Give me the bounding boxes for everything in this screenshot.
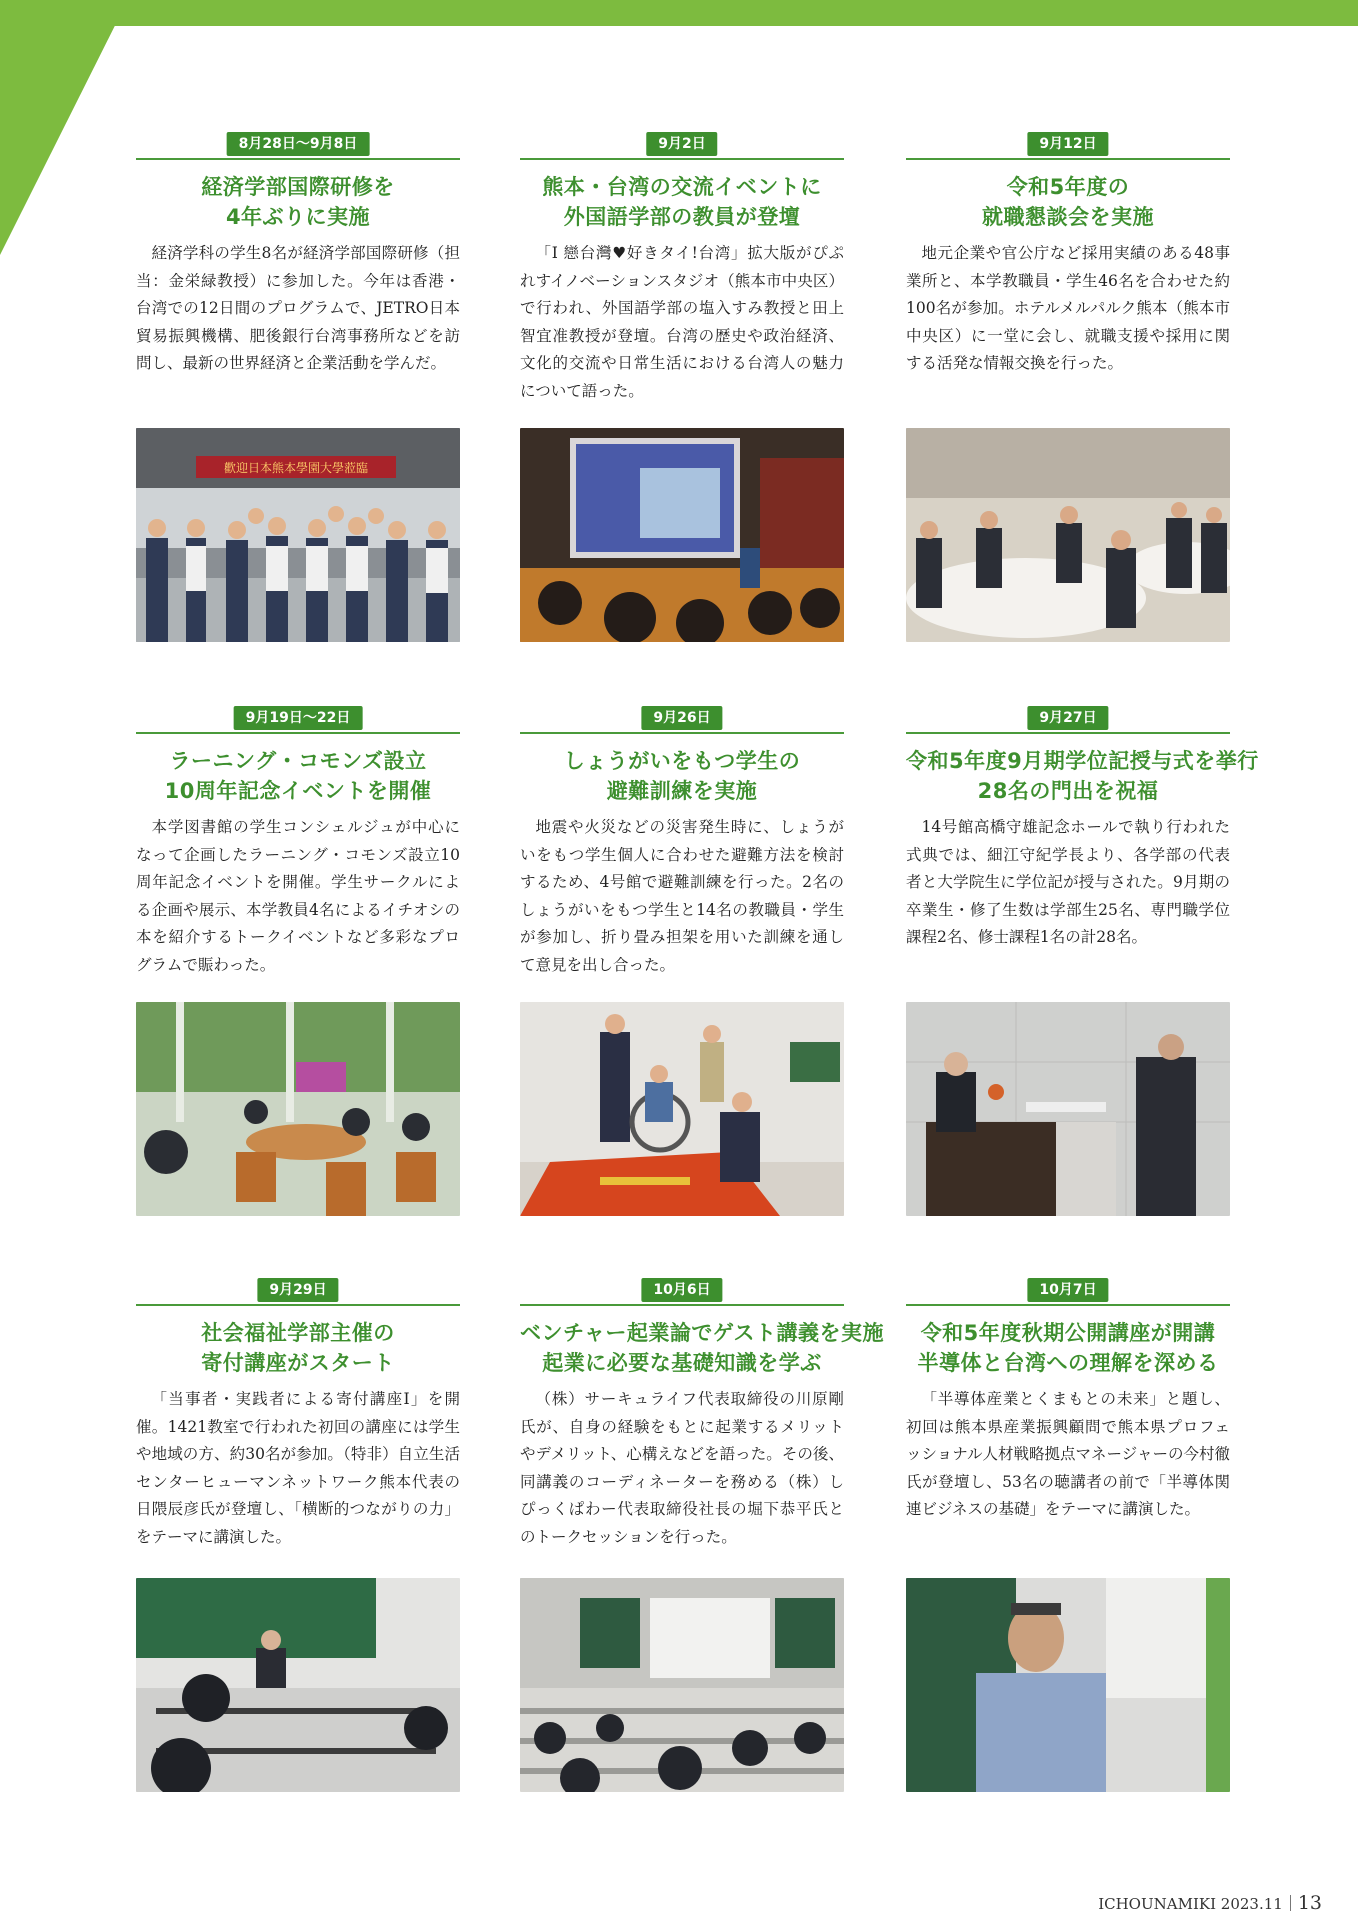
article-body: 経済学科の学生8名が経済学部国際研修（担当：金栄緑教授）に参加した。今年は香港・台湾での12日間のプログラムで、JETRO日本貿易振興機構、肥後銀行台湾事務所などを訪問し、最新の世界経済と企業活動を学んだ。 — [136, 244, 460, 372]
article-body: 「当事者・実践者による寄付講座Ⅰ」を開催。1421教室で行われた初回の講座には学生や地域の方、約30名が参加。（特非）自立生活センターヒューマンネットワーク熊本代表の日隈辰彦氏が登壇し、「横断的つながりの力」をテーマに講演した。 — [136, 1390, 460, 1546]
date-badge: 9月12日 — [1027, 132, 1108, 156]
article-body: 「I 戀台灣♥好きタイ!台湾」拡大版がぴぷれすイノベーションスタジオ（熊本市中央区）で行われ、外国語学部の塩入すみ教授と田上智宜准教授が登壇。台湾の歴史や政治経済、文化的交流や日常生活における台湾人の魅力について語った。 — [520, 244, 844, 400]
magazine-name: ICHOUNAMIKI — [1098, 1895, 1216, 1913]
article-card — [906, 706, 1259, 979]
article-card — [136, 706, 460, 979]
article-title: 熊本・台湾の交流イベントに 外国語学部の教員が登壇 — [542, 175, 822, 229]
page-number: 13 — [1297, 1892, 1322, 1914]
photo-banner-text: 歡迎日本熊本學園大學蒞臨 — [223, 461, 369, 475]
article-card — [906, 132, 1230, 405]
article-photo — [906, 1578, 1230, 1792]
article-body: 本学図書館の学生コンシェルジュが中心になって企画したラーニング・コモンズ設立10周年記念イベントを開催。学生サークルによる企画や展示、本学教員4名によるイチオシの本を紹介するトークイベントなど多彩なプログラムで賑わった。 — [136, 818, 460, 974]
issue-date: 2023.11 — [1220, 1895, 1283, 1913]
date-badge: 10月6日 — [641, 1278, 722, 1302]
article-card — [136, 1278, 460, 1551]
article-body: 「半導体産業とくまもとの未来」と題し、初回は熊本県産業振興顧問で熊本県プロフェッショナル人材戦略拠点マネージャーの今村徹氏が登壇し、53名の聴講者の前で「半導体関連ビジネスの基礎」をテーマに講演した。 — [906, 1390, 1230, 1518]
article-card — [520, 1278, 885, 1551]
date-badge: 8月28日〜9月8日 — [227, 132, 370, 156]
article-title: ラーニング・コモンズ設立 10周年記念イベントを開催 — [164, 749, 432, 803]
corner-decoration — [0, 0, 115, 255]
article-photo — [906, 1002, 1230, 1216]
date-badge: 9月26日 — [641, 706, 722, 730]
article-photo — [520, 1578, 844, 1792]
article-card — [136, 132, 460, 405]
article-title: 経済学部国際研修を 4年ぶりに実施 — [201, 175, 395, 229]
article-title: 令和5年度の 就職懇談会を実施 — [982, 175, 1154, 229]
article-body: 地震や火災などの災害発生時に、しょうがいをもつ学生個人に合わせた避難方法を検討するため、4号館で避難訓練を行った。2名のしょうがいをもつ学生と14名の教職員・学生が参加し、折り畳み担架を用いた訓練を通して意見を出し合った。 — [520, 818, 844, 974]
top-color-band — [0, 0, 1358, 26]
article-body: 14号館高橋守雄記念ホールで執り行われた式典では、細江守紀学長より、各学部の代表者と大学院生に学位記が授与された。9月期の卒業生・修了生数は学部生25名、専門職学位課程2名、修士課程1名の計28名。 — [906, 818, 1230, 946]
date-badge: 9月27日 — [1027, 706, 1108, 730]
article-title: ベンチャー起業論でゲスト講義を実施 起業に必要な基礎知識を学ぶ — [520, 1321, 885, 1375]
article-photo — [520, 428, 844, 642]
article-photo — [906, 428, 1230, 642]
date-badge: 10月7日 — [1027, 1278, 1108, 1302]
page-footer — [1098, 1892, 1322, 1914]
footer-divider — [1290, 1895, 1291, 1911]
article-photo — [520, 1002, 844, 1216]
article-body: （株）サーキュライフ代表取締役の川原剛氏が、自身の経験をもとに起業するメリットやデメリット、心構えなどを語った。その後、同講義のコーディネーターを務める（株）しぴっくぱわー代表取締役社長の堀下恭平氏とのトークセッションを行った。 — [520, 1390, 844, 1546]
article-card — [520, 706, 844, 979]
date-badge: 9月2日 — [646, 132, 717, 156]
article-title: 令和5年度9月期学位記授与式を挙行 28名の門出を祝福 — [906, 749, 1259, 803]
article-title: しょうがいをもつ学生の 避難訓練を実施 — [563, 749, 801, 803]
article-card — [520, 132, 844, 405]
article-photo — [136, 1578, 460, 1792]
article-photo — [136, 1002, 460, 1216]
article-photo — [136, 428, 460, 642]
article-title: 令和5年度秋期公開講座が開講 半導体と台湾への理解を深める — [917, 1321, 1219, 1375]
article-body: 地元企業や官公庁など採用実績のある48事業所と、本学教職員・学生46名を合わせた約100名が参加。ホテルメルパルク熊本（熊本市中央区）に一堂に会し、就職支援や採用に関する活発な情報交換を行った。 — [906, 244, 1230, 372]
article-title: 社会福祉学部主催の 寄付講座がスタート — [201, 1321, 395, 1375]
date-badge: 9月19日〜22日 — [234, 706, 363, 730]
article-card — [906, 1278, 1230, 1551]
date-badge: 9月29日 — [257, 1278, 338, 1302]
